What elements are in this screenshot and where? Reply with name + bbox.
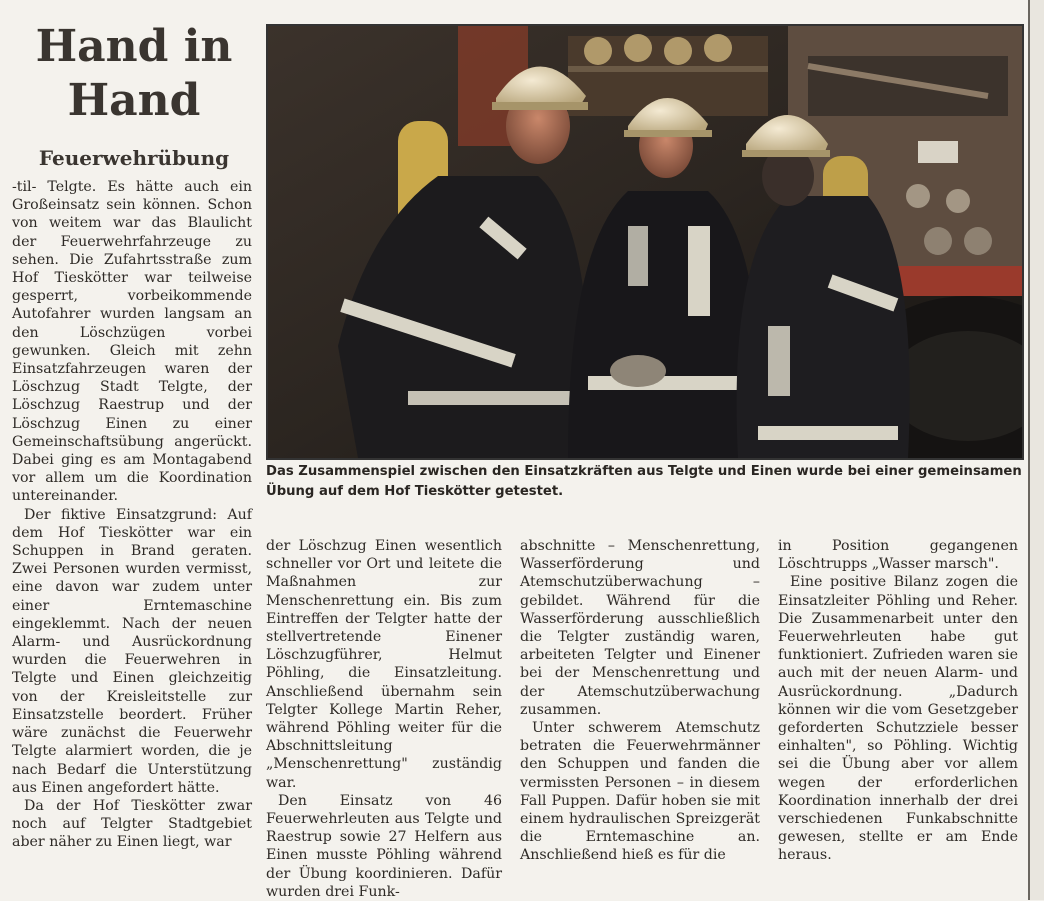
dateline: -til- Telgte. [12,179,97,195]
paragraph-text: Es hätte auch ein Großeinsatz sein können. Schon von weitem war das Blaulicht der Feuerwehrfahrzeuge zu sehen. Die Zufahrtsstraße zum Hof Tieskötter war teilweise gesperrt, vorbeikommende Autofahrer wurden langsam an den Löschzügen vorbei gewunken. Gleich mit zehn Einsatzfahrzeugen waren der Löschzug Stadt Telgte, der Löschzug Raestrup und der Löschzug Einen zu einer Gemeinschaftsübung angerückt. Dabei ging es am Montagabend vor allem um die Koordination untereinander. [12,179,253,505]
paragraph: der Löschzug Einen wesentlich schneller vor Ort und leitete die Maßnahmen zur Menschenrettung ein. Bis zum Eintreffen der Telgter hatte der stellvertretende Einener Löschzugführer, Helmut Pöhling, die Einsatzleitung. Anschließend übernahm sein Telgter Kollege Martin Reher, während Pöhling weiter für die Abschnittsleitung „Menschenrettung" zuständig war. [266,538,502,791]
paragraph: Der fiktive Einsatzgrund: Auf dem Hof Tieskötter war ein Schuppen in Brand geraten. Zwei Personen wurden vermisst, eine davon war zudem unter einer Erntemaschine eingeklemmt. Nach der neuen Alarm- und Ausrückordnung wurden die Feuerwehren in Telgte und Einen gleichzeitig von der Kreisleitstelle zur Einsatzstelle beordert. Früher wäre zunächst die Feuerwehr Telgte alarmiert worden, die je nach Bedarf die Unterstützung aus Einen angefordert hätte. [12,506,252,796]
article-subheadline: Feuerwehrübung [38,146,230,170]
paragraph: in Position gegangenen Löschtrupps „Wasser marsch". [778,538,1018,573]
article-column-2 [266,537,502,901]
headline-line-1: Hand in [35,21,233,72]
paragraph: Unter schwerem Atemschutz betraten die Feuerwehrmänner den Schuppen und fanden die vermissten Personen – in diesem Fall Puppen. Dafür hoben sie mit einem hydraulischen Spreizgerät die Erntemaschine an. Anschließend hieß es für die [520,720,760,864]
paragraph: Da der Hof Tieskötter zwar noch auf Telgter Stadtgebiet aber näher zu Einen liegt, war [12,797,252,851]
photo-caption: Das Zusammenspiel zwischen den Einsatzkräften aus Telgte und Einen wurde bei einer gemeinsamen Übung auf dem Hof Tieskötter getestet. [266,464,1022,499]
article-column-3 [520,537,760,865]
lead-paragraph [12,178,252,506]
headline-line-2: Hand [67,75,201,126]
paragraph: Eine positive Bilanz zogen die Einsatzleiter Pöhling und Reher. Die Zusammenarbeit unter den Feuerwehrleuten habe gut funktioniert. Zufrieden waren sie auch mit der neuen Alarm- und Ausrückordnung. „Dadurch können wir die vom Gesetzgeber geforderten Schutzziele besser einhalten", so Pöhling. Wichtig sei die Übung aber vor allem wegen der erforderlichen Koordination innerhalb der drei verschiedenen Funkabschnitte gewesen, stellte er am Ende heraus. [778,574,1018,864]
adjacent-column-edge [1028,0,1044,900]
article-column-1 [12,178,252,852]
article-photo [266,24,1024,460]
firefighters-photo-illustration [268,26,1022,458]
article-column-4 [778,537,1018,865]
article-headline [14,20,254,128]
paragraph: abschnitte – Menschenrettung, Wasserförderung und Atemschutzüberwachung – gebildet. Während für die Wasserförderung ausschließlich die Telgter zuständig waren, arbeiteten Telgter und Einener bei der Menschenrettung und der Atemschutzüberwachung zusammen. [520,538,760,718]
paragraph: Den Einsatz von 46 Feuerwehrleuten aus Telgte und Raestrup sowie 27 Helfern aus Einen musste Pöhling während der Übung koordinieren. Dafür wurden drei Funk- [266,792,502,900]
